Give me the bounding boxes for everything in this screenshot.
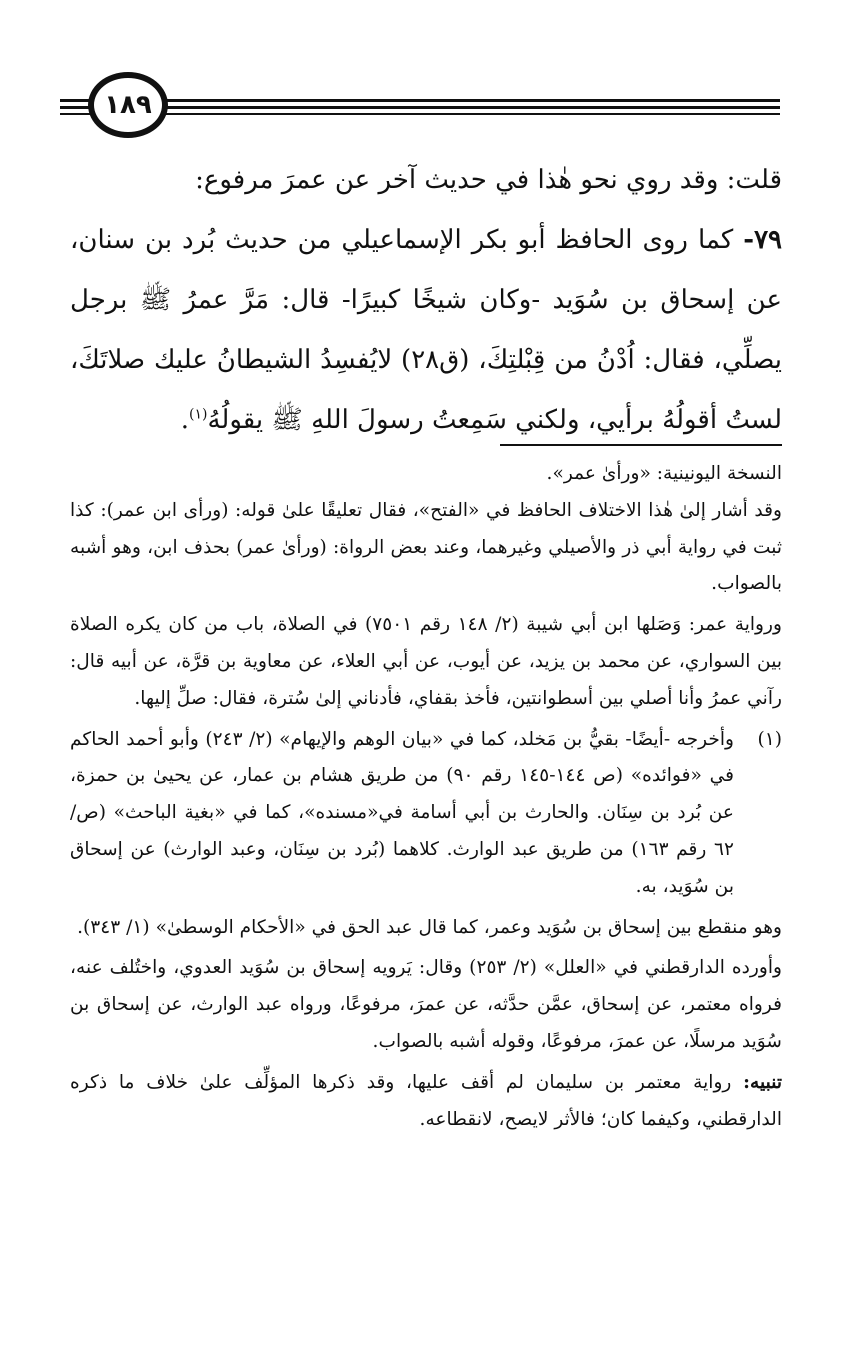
footnote-1-tanbih: [70, 1065, 782, 1139]
header-rule-bottom: [60, 113, 780, 115]
main-text: [70, 150, 782, 450]
footnote-1-daraqutni: وأورده الدارقطني في «العلل» (٢/ ٢٥٣) وقال: يَرويه إسحاق بن سُوَيد العدوي، واختُلف عنه، فرواه معتمر، عن إسحاق، عمَّن حدَّثه، عن عمرَ، مرفوعًا، ورواه عبد الوارث، عن إسحاق بن سُوَيد مرسلًا، عن عمرَ، مرفوعًا، وقوله أشبه بالصواب.: [70, 957, 782, 1052]
page-number: ١٨٩: [104, 90, 152, 120]
note-yuniniyya: النسخة اليونينية: «ورأىٰ عمر».: [546, 463, 782, 484]
main-paragraph-1: قلت: وقد روي نحو هٰذا في حديث آخر عن عمرَ مرفوع:: [195, 165, 782, 195]
hadith-text: كما روى الحافظ أبو بكر الإسماعيلي من حديث بُرد بن سنان، عن إسحاق بن سُوَيد -وكان شيخًا كبيرًا- قال: مَرَّ عمرُ ﷺ برجل يصلِّي، فقال: اُدْنُ من قِبْلتِكَ، (ق٢٨) لايُفسِدُ الشيطانُ عليك صلاتَكَ، لستُ أقولُهُ برأيي، ولكني سَمِعتُ رسولَ اللهِ ﷺ يقولُهُ: [70, 225, 782, 435]
note-fath: وقد أشار إلىٰ هٰذا الاختلاف الحافظ في «الفتح»، فقال تعليقًا علىٰ قوله: (ورأى ابن عمر): كذا ثبت في رواية أبي ذر والأصيلي وغيرهما، وعند بعض الرواة: (ورأىٰ عمر) بحذف ابن، وهو أشبه بالصواب.: [70, 499, 782, 595]
footnote-separator: [500, 444, 782, 446]
page-header: [0, 0, 868, 140]
footnote-1-munqati: وهو منقطع بين إسحاق بن سُوَيد وعمر، كما قال عبد الحق في «الأحكام الوسطىٰ» (١/ ٣٤٣).: [77, 916, 782, 938]
footnote-reference: (١): [189, 406, 208, 423]
tanbih-text: رواية معتمر بن سليمان لم أقف عليها، وقد ذكرها المؤلِّف علىٰ خلاف ما ذكره الدارقطني، وكيفما كان؛ فالأثر لايصح، لانقطاعه.: [70, 1071, 782, 1130]
main-paragraph-2: ٧٩- كما روى الحافظ أبو بكر الإسماعيلي من حديث بُرد بن سنان، عن إسحاق بن سُوَيد -وكان شيخًا كبيرًا- قال: مَرَّ عمرُ ﷺ برجل يصلِّي، فقال: اُدْنُ من قِبْلتِكَ، (ق٢٨) لايُفسِدُ الشيطانُ عليك صلاتَكَ، لستُ أقولُهُ برأيي، ولكني سَمِعتُ رسولَ اللهِ ﷺ يقولُهُ$^{(١)}$.: [70, 225, 782, 435]
hadith-number: ٧٩-: [743, 225, 782, 255]
header-rule-top: [60, 99, 780, 102]
page-number-badge: [88, 72, 168, 138]
header-rule-middle: [60, 106, 780, 109]
footnote-1: [70, 722, 782, 906]
note-umar-riwaya: ورواية عمر: وَصَلها ابن أبي شيبة (٢/ ١٤٨ رقم ٧٥٠١) في الصلاة، باب من كان يكره الصلاة بين السواري، عن محمد بن يزيد، عن أيوب، عن أبي العلاء، عن معاوية بن قرَّة، عن أبيه قال: رآني عمرُ وأنا أصلي بين أسطوانتين، فأخذ بقفاي، فأدناني إلىٰ سُترة، فقال: صلِّ إليها.: [70, 614, 782, 709]
tanbih-label: تنبيه:: [743, 1071, 782, 1093]
footnotes: [70, 456, 782, 1138]
footnote-1-marker: (١): [757, 728, 782, 750]
footnote-1-text: وأخرجه -أيضًا- بقيُّ بن مَخلد، كما في «بيان الوهم والإيهام» (٢/ ٢٤٣) وأبو أحمد الحاكم في «فوائده» (ص ١٤٤-١٤٥ رقم ٩٠) من طريق هشام بن عمار، عن يحيىٰ بن حمزة، عن بُرد بن سِنَان. والحارث بن أبي أسامة في«مسنده»، كما في «بغية الباحث» (ص/ ٦٢ رقم ١٦٣) من طريق عبد الوارث. كلاهما (بُرد بن سِنَان، وعبد الوارث) عن إسحاق بن سُوَيد، به.: [70, 728, 734, 897]
